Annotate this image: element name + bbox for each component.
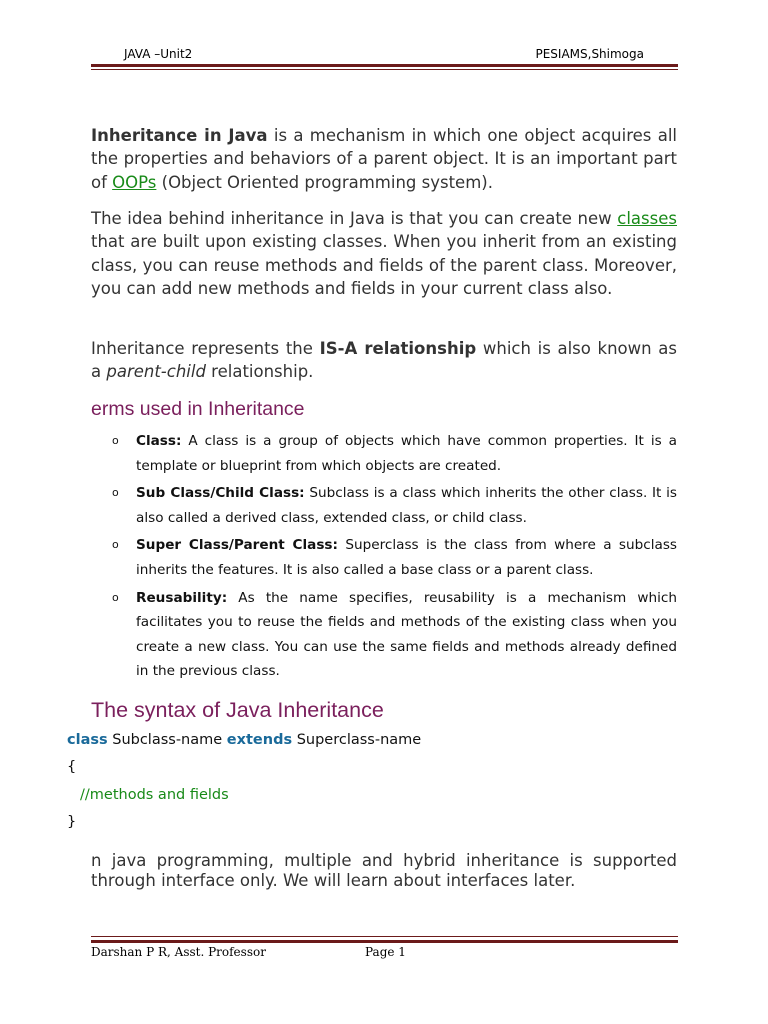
isa-text-mid: which is also known as a bbox=[91, 339, 677, 382]
bullet-icon: o bbox=[112, 538, 119, 552]
isa-paragraph bbox=[91, 337, 677, 384]
term-label: Super Class/Parent Class: bbox=[136, 537, 338, 554]
isa-bold: IS-A relationship bbox=[319, 339, 477, 358]
subclass-name: Subclass-name bbox=[107, 732, 227, 748]
terms-heading: erms used in Inheritance bbox=[91, 398, 305, 420]
isa-text: Inheritance represents the bbox=[91, 339, 320, 358]
idea-text: The idea behind inheritance in Java is that you can create new bbox=[91, 209, 618, 228]
list-item bbox=[112, 586, 677, 684]
bullet-icon: o bbox=[112, 486, 119, 500]
list-item bbox=[112, 429, 677, 478]
isa-text-end: relationship. bbox=[205, 362, 314, 382]
term-desc: Superclass is the class from where a subclass inherits the features. It is also called a base class or a parent class. bbox=[136, 537, 677, 578]
keyword-extends: extends bbox=[226, 732, 293, 748]
term-label: Class: bbox=[136, 433, 182, 449]
footer-page-number: Page 1 bbox=[365, 945, 406, 959]
idea-paragraph bbox=[91, 207, 677, 301]
keyword-class: class bbox=[67, 732, 108, 748]
term-desc: A class is a group of objects which have common properties. It is a template or blueprint from which objects are created. bbox=[136, 433, 677, 474]
header-rule-thin bbox=[91, 69, 678, 70]
intro-bold: Inheritance in Java bbox=[91, 126, 268, 145]
code-line-declaration bbox=[67, 732, 421, 748]
classes-link[interactable]: classes bbox=[617, 209, 677, 228]
isa-italic: parent-child bbox=[106, 362, 206, 382]
footer-author: Darshan P R, Asst. Professor bbox=[91, 945, 266, 959]
idea-text-end: that are built upon existing classes. When you inherit from an existing class, you can reuse methods and fields of the parent class. Moreover, you can add new methods and fields in your current class also. bbox=[91, 232, 677, 299]
code-close-brace: } bbox=[67, 814, 77, 830]
bullet-icon: o bbox=[112, 590, 119, 604]
header-institution: PESIAMS,Shimoga bbox=[535, 47, 644, 61]
term-desc: As the name specifies, reusability is a mechanism which facilitates you to reuse the fields and methods of the existing class when you create a new class. You can use the same fields and methods already defined in the previous class. bbox=[136, 589, 677, 680]
list-item bbox=[112, 533, 677, 582]
superclass-name: Superclass-name bbox=[292, 732, 422, 748]
oops-link[interactable]: OOPs bbox=[112, 172, 157, 192]
term-desc: Subclass is a class which inherits the other class. It is also called a derived class, extended class, or child class. bbox=[136, 485, 677, 526]
term-label: Reusability: bbox=[136, 589, 228, 606]
intro-text: is a mechanism in which one object acquires all the properties and behaviors of a parent object. It is an important part of bbox=[91, 126, 677, 192]
interface-paragraph: n java programming, multiple and hybrid inheritance is supported through interface only. We will learn about interfaces later. bbox=[91, 851, 677, 890]
terms-list bbox=[112, 429, 677, 687]
intro-paragraph bbox=[91, 124, 677, 194]
list-item bbox=[112, 481, 677, 530]
intro-text-end: (Object Oriented programming system). bbox=[156, 172, 493, 192]
bullet-icon: o bbox=[112, 434, 119, 447]
header-unit: JAVA –Unit2 bbox=[124, 47, 193, 61]
term-label: Sub Class/Child Class: bbox=[136, 485, 305, 502]
code-open-brace: { bbox=[67, 759, 77, 775]
footer-rule-thin bbox=[91, 936, 678, 937]
syntax-heading: The syntax of Java Inheritance bbox=[91, 698, 384, 722]
header-rule-thick bbox=[91, 64, 678, 67]
footer-rule-thick bbox=[91, 940, 678, 943]
code-comment: //methods and fields bbox=[80, 787, 229, 803]
